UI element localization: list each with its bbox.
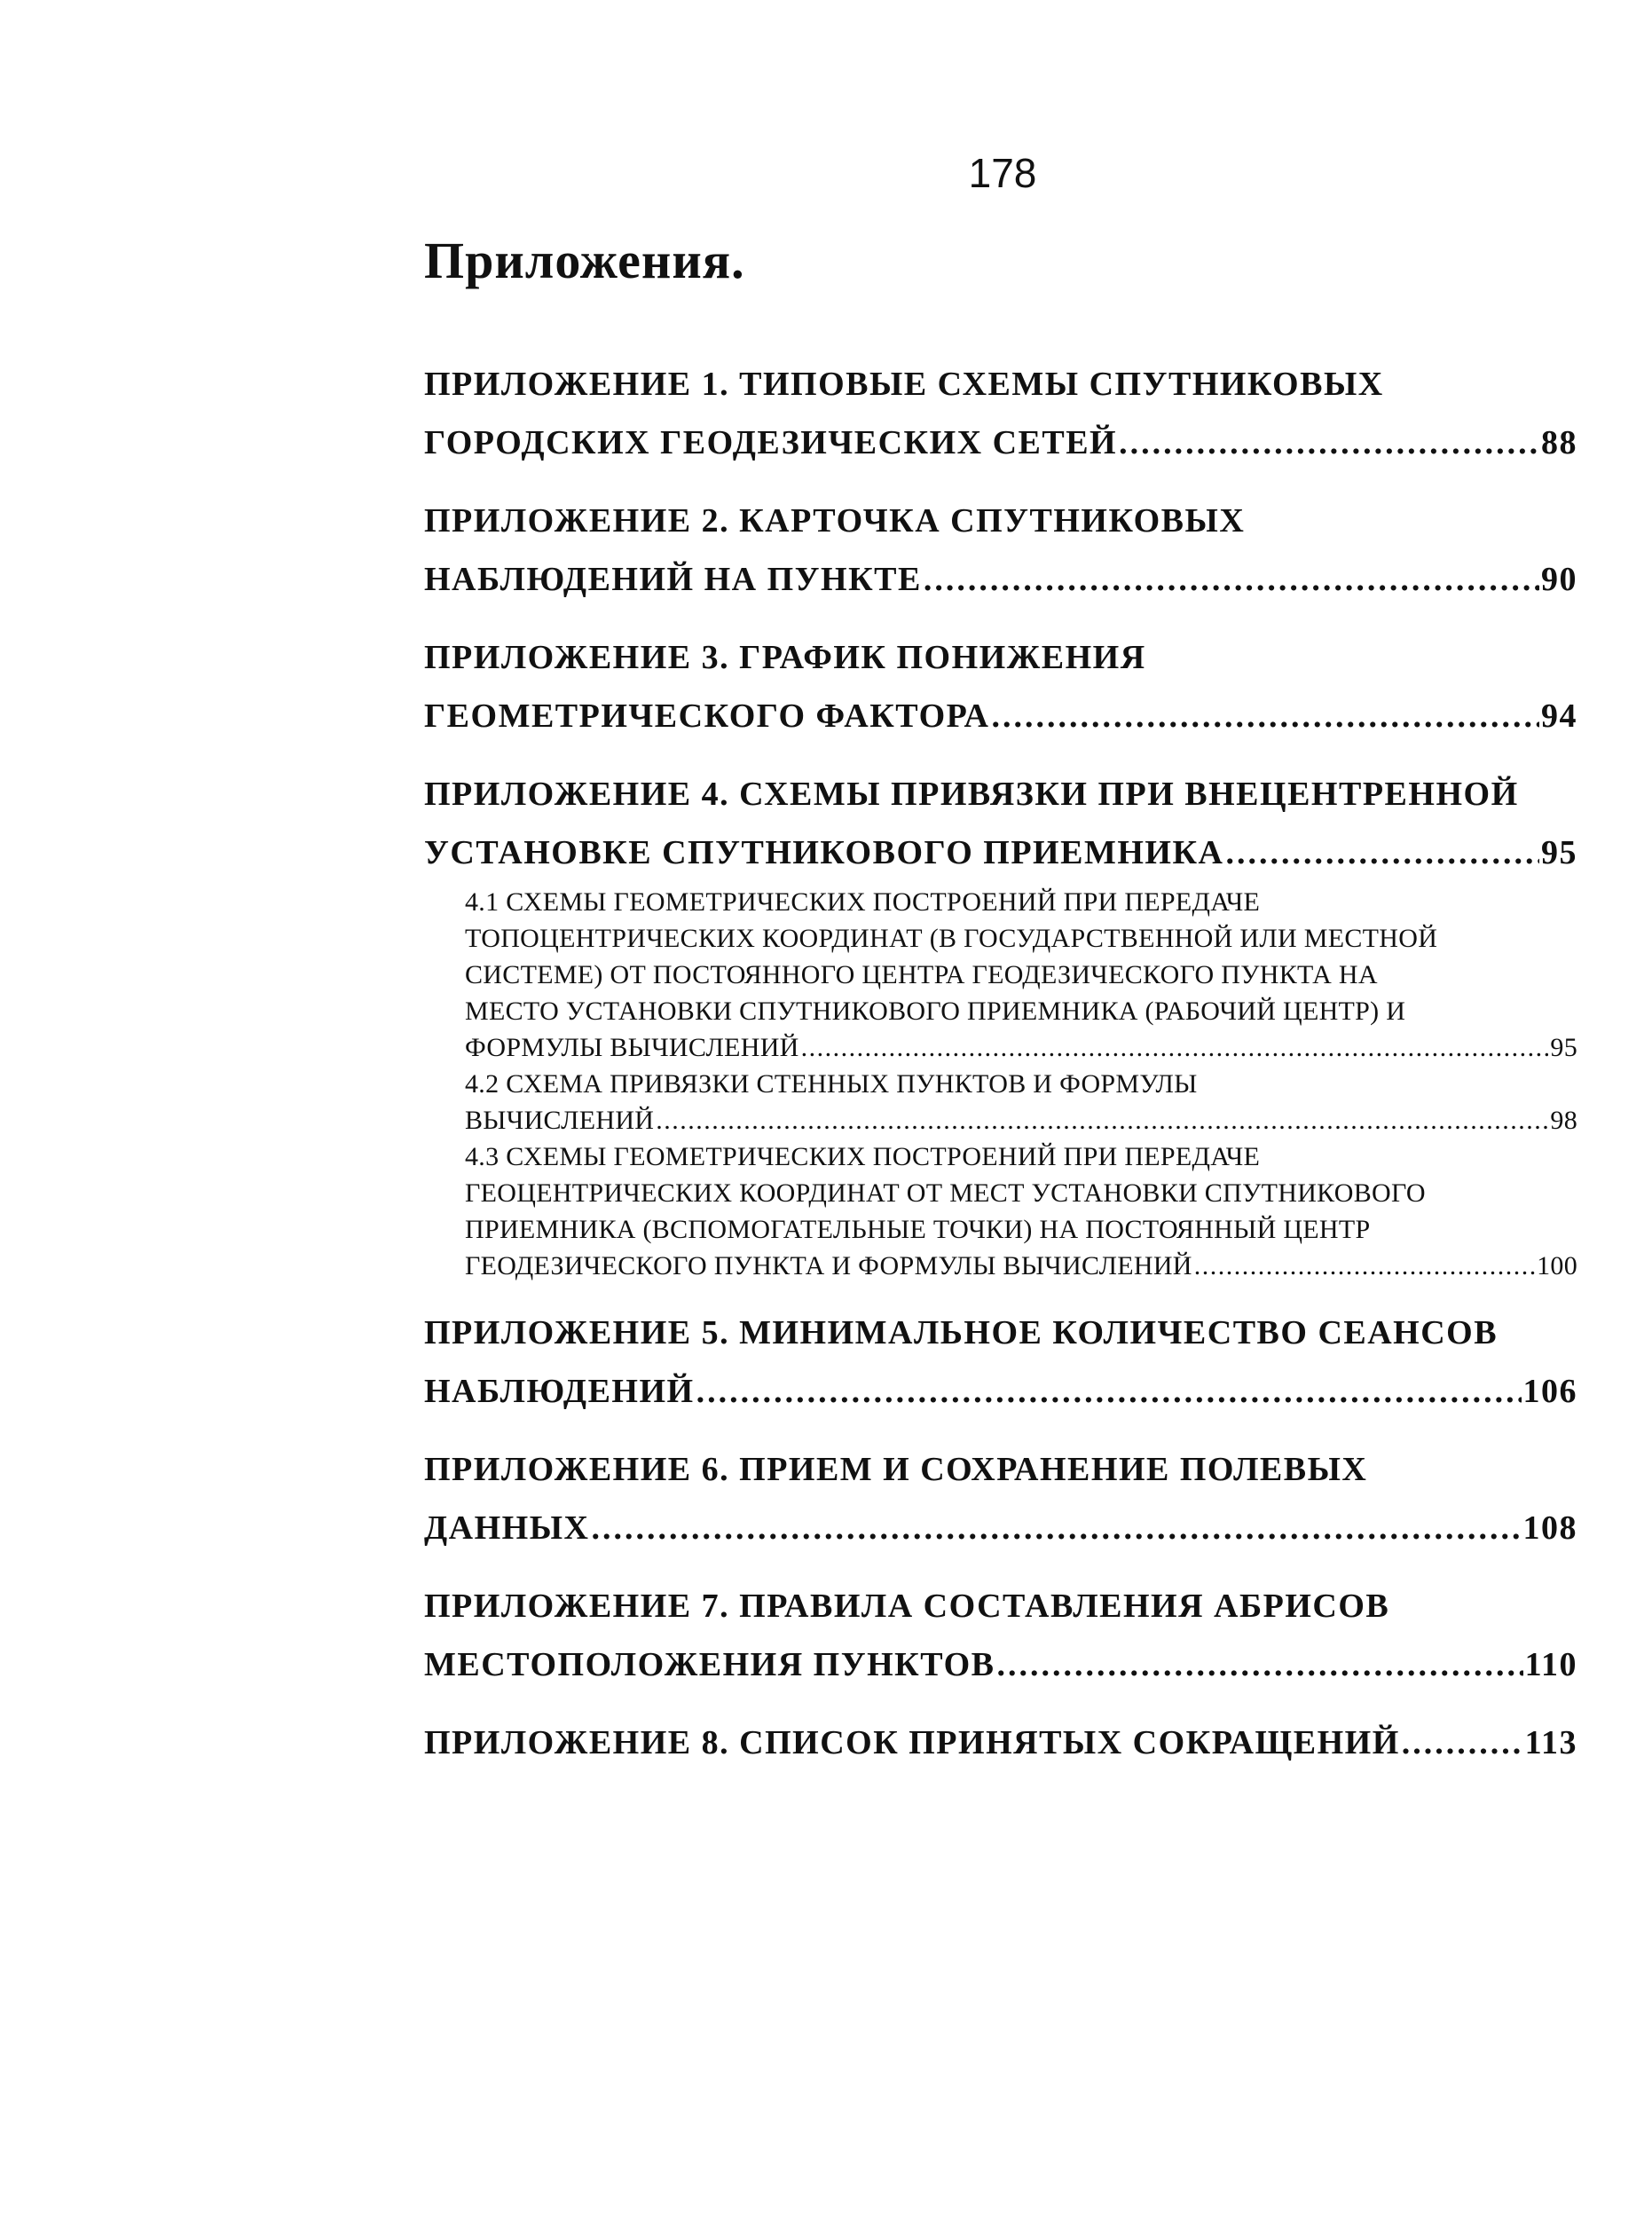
toc-entry-6: [424, 1440, 1577, 1557]
toc-page-number: 94: [1541, 697, 1577, 735]
toc-subentry-line: МЕСТО УСТАНОВКИ СПУТНИКОВОГО ПРИЕМНИКА (РАБОЧИЙ ЦЕНТР) И: [465, 997, 1406, 1026]
toc-subentry-line: 4.2 СХЕМА ПРИВЯЗКИ СТЕННЫХ ПУНКТОВ И ФОРМУЛЫ: [465, 1069, 1198, 1099]
toc-entry-title: ПРИЛОЖЕНИЕ 5. МИНИМАЛЬНОЕ КОЛИЧЕСТВО СЕАНСОВ: [424, 1314, 1499, 1351]
toc-page-number: 113: [1524, 1724, 1577, 1761]
toc-entry-title: ПРИЛОЖЕНИЕ 2. КАРТОЧКА СПУТНИКОВЫХ: [424, 502, 1246, 540]
toc-entry-2: [424, 492, 1577, 609]
toc-entry-7: [424, 1577, 1577, 1694]
toc-entry-title-cont: ГОРОДСКИХ ГЕОДЕЗИЧЕСКИХ СЕТЕЙ: [424, 424, 1118, 461]
toc-subentry-4-1: [465, 884, 1577, 1066]
toc-entry-title: ПРИЛОЖЕНИЕ 7. ПРАВИЛА СОСТАВЛЕНИЯ АБРИСОВ: [424, 1588, 1390, 1625]
toc-entry-title-cont: МЕСТОПОЛОЖЕНИЯ ПУНКТОВ: [424, 1646, 995, 1683]
toc-subentries: [424, 884, 1577, 1284]
dot-leader: [696, 1362, 1522, 1421]
toc-subentry-4-2: [465, 1066, 1577, 1139]
toc-entry-title: ПРИЛОЖЕНИЕ 3. ГРАФИК ПОНИЖЕНИЯ: [424, 639, 1146, 676]
toc-subentry-line: ПРИЕМНИКА (ВСПОМОГАТЕЛЬНЫЕ ТОЧКИ) НА ПОСТОЯННЫЙ ЦЕНТР: [465, 1215, 1371, 1244]
dot-leader: [1402, 1714, 1523, 1772]
toc-page-number: 108: [1522, 1509, 1577, 1547]
dot-leader: [656, 1102, 1548, 1139]
toc-page-number: 90: [1541, 561, 1577, 598]
toc-subentry-line: 4.1 СХЕМЫ ГЕОМЕТРИЧЕСКИХ ПОСТРОЕНИЙ ПРИ ПЕРЕДАЧЕ: [465, 887, 1261, 917]
dot-leader: [1119, 414, 1539, 472]
page-number: 178: [968, 150, 1037, 196]
toc-entry-title-cont: ДАННЫХ: [424, 1509, 590, 1547]
toc-subentry-line: ГЕОДЕЗИЧЕСКОГО ПУНКТА И ФОРМУЛЫ ВЫЧИСЛЕНИЙ: [465, 1251, 1192, 1280]
dot-leader: [997, 1635, 1523, 1694]
section-heading: Приложения.: [424, 232, 745, 289]
dot-leader: [591, 1499, 1521, 1557]
toc-subentry-line: ВЫЧИСЛЕНИЙ: [465, 1106, 655, 1135]
toc-entry-3: [424, 628, 1577, 745]
table-of-contents: [424, 355, 1577, 1792]
toc-entry-1: [424, 355, 1577, 472]
toc-entry-title: ПРИЛОЖЕНИЕ 1. ТИПОВЫЕ СХЕМЫ СПУТНИКОВЫХ: [424, 366, 1384, 403]
toc-subentry-line: ГЕОЦЕНТРИЧЕСКИХ КООРДИНАТ ОТ МЕСТ УСТАНОВКИ СПУТНИКОВОГО: [465, 1178, 1426, 1208]
toc-page-number: 100: [1537, 1251, 1577, 1280]
toc-entry-8: [424, 1714, 1577, 1772]
dot-leader: [801, 1029, 1549, 1066]
toc-subentry-line: 4.3 СХЕМЫ ГЕОМЕТРИЧЕСКИХ ПОСТРОЕНИЙ ПРИ ПЕРЕДАЧЕ: [465, 1142, 1261, 1171]
toc-page-number: 106: [1522, 1373, 1577, 1410]
dot-leader: [924, 550, 1539, 609]
dot-leader: [1225, 823, 1539, 882]
dot-leader: [991, 687, 1539, 745]
toc-entry-5: [424, 1304, 1577, 1421]
toc-entry-4: [424, 765, 1577, 882]
toc-entry-title: ПРИЛОЖЕНИЕ 4. СХЕМЫ ПРИВЯЗКИ ПРИ ВНЕЦЕНТРЕННОЙ: [424, 776, 1519, 813]
toc-entry-title-cont: ГЕОМЕТРИЧЕСКОГО ФАКТОРА: [424, 697, 990, 735]
toc-subentry-line: СИСТЕМЕ) ОТ ПОСТОЯННОГО ЦЕНТРА ГЕОДЕЗИЧЕСКОГО ПУНКТА НА: [465, 960, 1378, 989]
toc-page-number: 98: [1550, 1106, 1577, 1135]
toc-subentry-4-3: [465, 1139, 1577, 1284]
toc-entry-title-cont: УСТАНОВКЕ СПУТНИКОВОГО ПРИЕМНИКА: [424, 834, 1224, 871]
dot-leader: [1194, 1248, 1535, 1284]
toc-page-number: 110: [1524, 1646, 1577, 1683]
toc-page-number: 95: [1550, 1033, 1577, 1062]
toc-entry-title-cont: НАБЛЮДЕНИЙ: [424, 1373, 695, 1410]
toc-page-number: 95: [1541, 834, 1577, 871]
toc-entry-title: ПРИЛОЖЕНИЕ 8. СПИСОК ПРИНЯТЫХ СОКРАЩЕНИЙ: [424, 1724, 1400, 1761]
toc-subentry-line: ФОРМУЛЫ ВЫЧИСЛЕНИЙ: [465, 1033, 799, 1062]
toc-entry-title: ПРИЛОЖЕНИЕ 6. ПРИЕМ И СОХРАНЕНИЕ ПОЛЕВЫХ: [424, 1451, 1368, 1488]
toc-entry-title-cont: НАБЛЮДЕНИЙ НА ПУНКТЕ: [424, 561, 922, 598]
toc-subentry-line: ТОПОЦЕНТРИЧЕСКИХ КООРДИНАТ (В ГОСУДАРСТВЕННОЙ ИЛИ МЕСТНОЙ: [465, 924, 1438, 953]
toc-page-number: 88: [1541, 424, 1577, 461]
